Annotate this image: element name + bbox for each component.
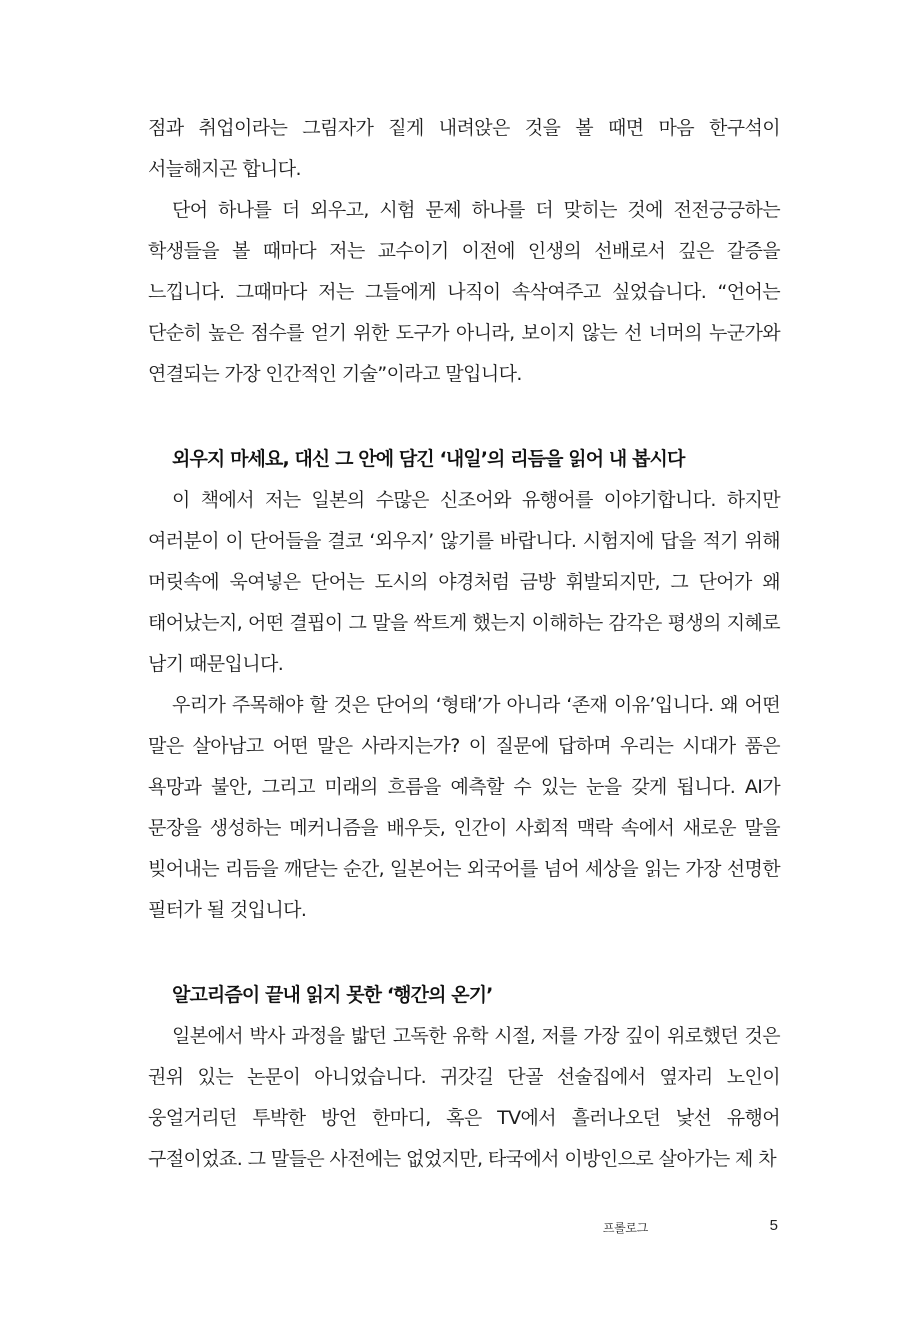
body-paragraph: 이 책에서 저는 일본의 수많은 신조어와 유행어를 이야기합니다. 하지만 여러분이 이 단어들을 결코 ‘외우지’ 않기를 바랍니다. 시험지에 답을 적기 위해 머릿속에 욱여넣은 단어는 도시의 야경처럼 금방 휘발되지만, 그 단어가 왜 태어났는지, 어떤 결핍이 그 말을 싹트게 했는지 이해하는 감각은 평생의 지혜로 남기 때문입니다. [148,489,780,675]
body-paragraph: 우리가 주목해야 할 것은 단어의 ‘형태’가 아니라 ‘존재 이유’입니다. 왜 어떤 말은 살아남고 어떤 말은 사라지는가? 이 질문에 답하며 우리는 시대가 품은 욕망과 불안, 그리고 미래의 흐름을 예측할 수 있는 눈을 갖게 됩니다. AI가 문장을 생성하는 메커니즘을 배우듯, 인간이 사회적 맥락 속에서 새로운 말을 빚어내는 리듬을 깨닫는 순간, 일본어는 외국어를 넘어 세상을 읽는 가장 선명한 필터가 될 것입니다. [148,694,780,921]
body-paragraph: 일본에서 박사 과정을 밟던 고독한 유학 시절, 저를 가장 깊이 위로했던 것은 권위 있는 논문이 아니었습니다. 귀갓길 단골 선술집에서 옆자리 노인이 웅얼거리던 투박한 방언 한마디, 혹은 TV에서 흘러나오던 낯선 유행어 구절이었죠. 그 말들은 사전에는 없었지만, 타국에서 이방인으로 살아가는 제 차 [148,1025,780,1170]
page-footer [148,1217,780,1241]
section-heading: 외우지 마세요, 대신 그 안에 담긴 ‘내일’의 리듬을 읽어 내 봅시다 [172,448,685,470]
running-footer-label: 프롤로그 [602,1221,648,1235]
section-gap [148,395,780,439]
page-number: 5 [769,1217,778,1234]
body-paragraph: 점과 취업이라는 그림자가 짙게 내려앉은 것을 볼 때면 마음 한구석이 서늘해지곤 합니다. [148,117,780,180]
body-paragraph: 단어 하나를 더 외우고, 시험 문제 하나를 더 맞히는 것에 전전긍긍하는 학생들을 볼 때마다 저는 교수이기 이전에 인생의 선배로서 깊은 갈증을 느낍니다. 그때마다 저는 그들에게 나직이 속삭여주고 싶었습니다. “언어는 단순히 높은 점수를 얻기 위한 도구가 아니라, 보이지 않는 선 너머의 누군가와 연결되는 가장 인간적인 기술”이라고 말입니다. [148,199,780,385]
section-gap [148,931,780,975]
page-body [148,108,780,1180]
section-heading: 알고리즘이 끝내 읽지 못한 ‘행간의 온기’ [172,984,493,1006]
